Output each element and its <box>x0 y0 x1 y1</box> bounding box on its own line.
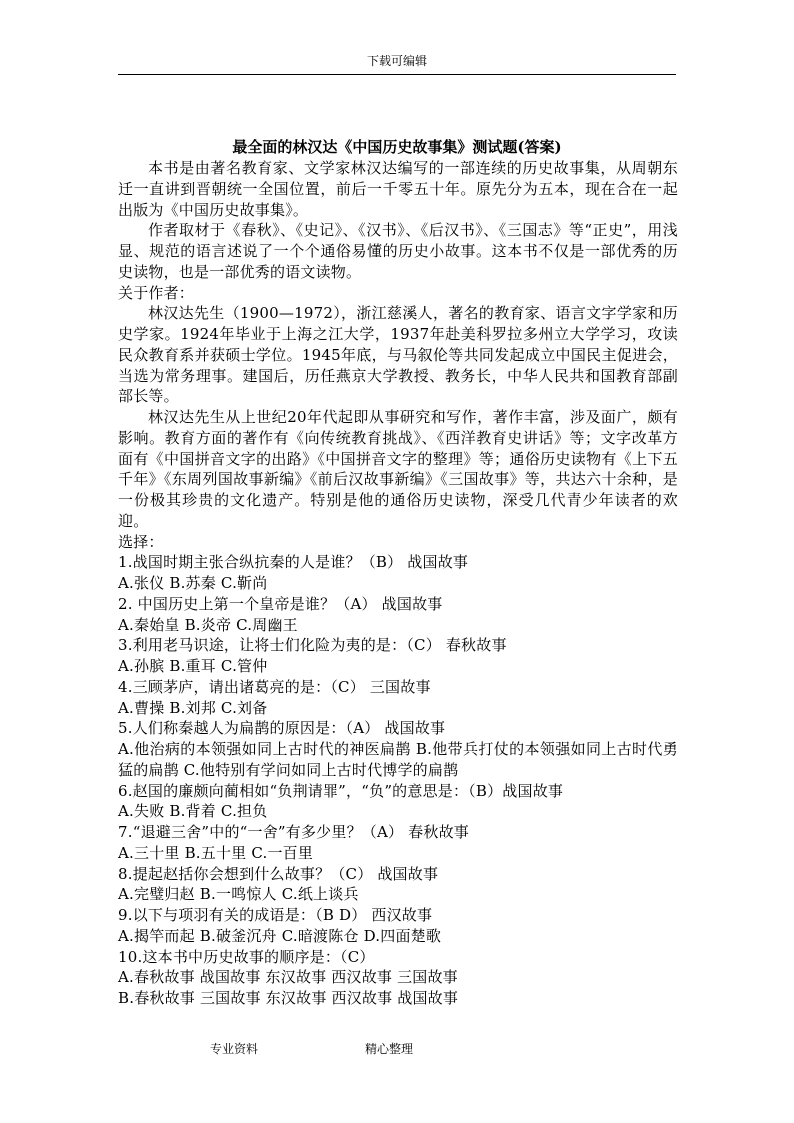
footer-right-text: 精心整理 <box>365 1042 414 1056</box>
question-5: 5.人们称秦越人为扁鹊的原因是：（A） 战国故事 <box>118 719 446 738</box>
intro-paragraph-1: 本书是由著名教育家、文学家林汉达编写的一部连续的历史故事集，从周朝东迁一直讲到晋朝统一全国位置，前后一千零五十年。原先分为五本，现在合在一起出版为《中国历史故事集》。 <box>118 159 678 219</box>
answer-options-4: A.曹操 B.刘邦 C.刘备 <box>118 698 268 717</box>
author-paragraph-1: 林汉达先生（1900—1972），浙江慈溪人，著名的教育家、语言文字学家和历史学家。1924年毕业于上海之江大学，1937年赴美科罗拉多州立大学学习，攻读民众教育系并获硕士学位。1945年底，与马叙伦等共同发起成立中国民主促进会，当选为常务理事。建国后，历任燕京大学教授、教务长，中华人民共和国教育部副部长等。 <box>118 304 678 406</box>
choice-section-label: 选择： <box>118 532 164 551</box>
question-10: 10.这本书中历史故事的顺序是：（C） <box>118 947 375 966</box>
document-body <box>118 158 678 1009</box>
question-2: 2. 中国历史上第一个皇帝是谁？（A） 战国故事 <box>118 594 443 613</box>
footer-left-text: 专业资料 <box>210 1042 259 1056</box>
question-8: 8.提起赵括你会想到什么故事？（C） 战国故事 <box>118 864 439 883</box>
answer-options-10-b: B.春秋故事 三国故事 东汉故事 西汉故事 战国故事 <box>118 989 459 1007</box>
question-6: 6.赵国的廉颇向蔺相如“负荆请罪”，“负”的意思是：（B）战国故事 <box>118 781 564 800</box>
answer-options-7: A.三十里 B.五十里 C.一百里 <box>118 843 314 862</box>
answer-options-2: A.秦始皇 B.炎帝 C.周幽王 <box>118 615 298 634</box>
question-7: 7.“退避三舍”中的“一舍”有多少里？（A） 春秋故事 <box>118 823 469 841</box>
answer-options-3: A.孙膑 B.重耳 C.管仲 <box>118 657 268 675</box>
header-text: 下载可编辑 <box>366 54 427 68</box>
answer-options-1: A.张仪 B.苏秦 C.靳尚 <box>118 574 268 592</box>
answer-options-6: A.失败 B.背着 C.担负 <box>118 802 268 821</box>
answer-options-8: A.完璧归赵 B.一鸣惊人 C.纸上谈兵 <box>118 885 359 904</box>
page-header <box>118 55 676 75</box>
document-title: 最全面的林汉达《中国历史故事集》测试题(答案) <box>232 138 562 156</box>
question-3: 3.利用老马识途，让将士们化险为夷的是：（C） 春秋故事 <box>118 636 507 655</box>
answer-options-10-a: A.春秋故事 战国故事 东汉故事 西汉故事 三国故事 <box>118 968 458 987</box>
author-paragraph-2: 林汉达先生从上世纪20年代起即从事研究和写作，著作丰富，涉及面广，颇有影响。教育方面的著作有《向传统教育挑战》、《西洋教育史讲话》等；文字改革方面有《中国拼音文字的出路》《中国拼音文字的整理》等；通俗历史读物有《上下五千年》《东周列国故事新编》《前后汉故事新编》《三国故事》等，共达六十余种，是一份极其珍贵的文化遗产。特别是他的通俗历史读物，深受几代青少年读者的欢迎。 <box>118 408 678 530</box>
about-author-label: 关于作者： <box>118 283 195 302</box>
answer-options-9: A.揭竿而起 B.破釜沉舟 C.暗渡陈仓 D.四面楚歌 <box>118 926 442 945</box>
question-9: 9.以下与项羽有关的成语是：（B D） 西汉故事 <box>118 906 433 924</box>
question-1: 1.战国时期主张合纵抗秦的人是谁？（B） 战国故事 <box>118 553 469 572</box>
question-4: 4.三顾茅庐，请出诸葛亮的是：（C） 三国故事 <box>118 677 431 696</box>
intro-paragraph-2: 作者取材于《春秋》、《史记》、《汉书》、《后汉书》、《三国志》等“正史”，用浅显、规范的语言述说了一个个通俗易懂的历史小故事。这本书不仅是一部优秀的历史读物，也是一部优秀的语文读物。 <box>118 221 678 281</box>
answer-options-5: A.他治病的本领强如同上古时代的神医扁鹊 B.他带兵打仗的本领强如同上古时代勇猛的扁鹊 C.他特别有学问如同上古时代博学的扁鹊 <box>118 740 678 779</box>
